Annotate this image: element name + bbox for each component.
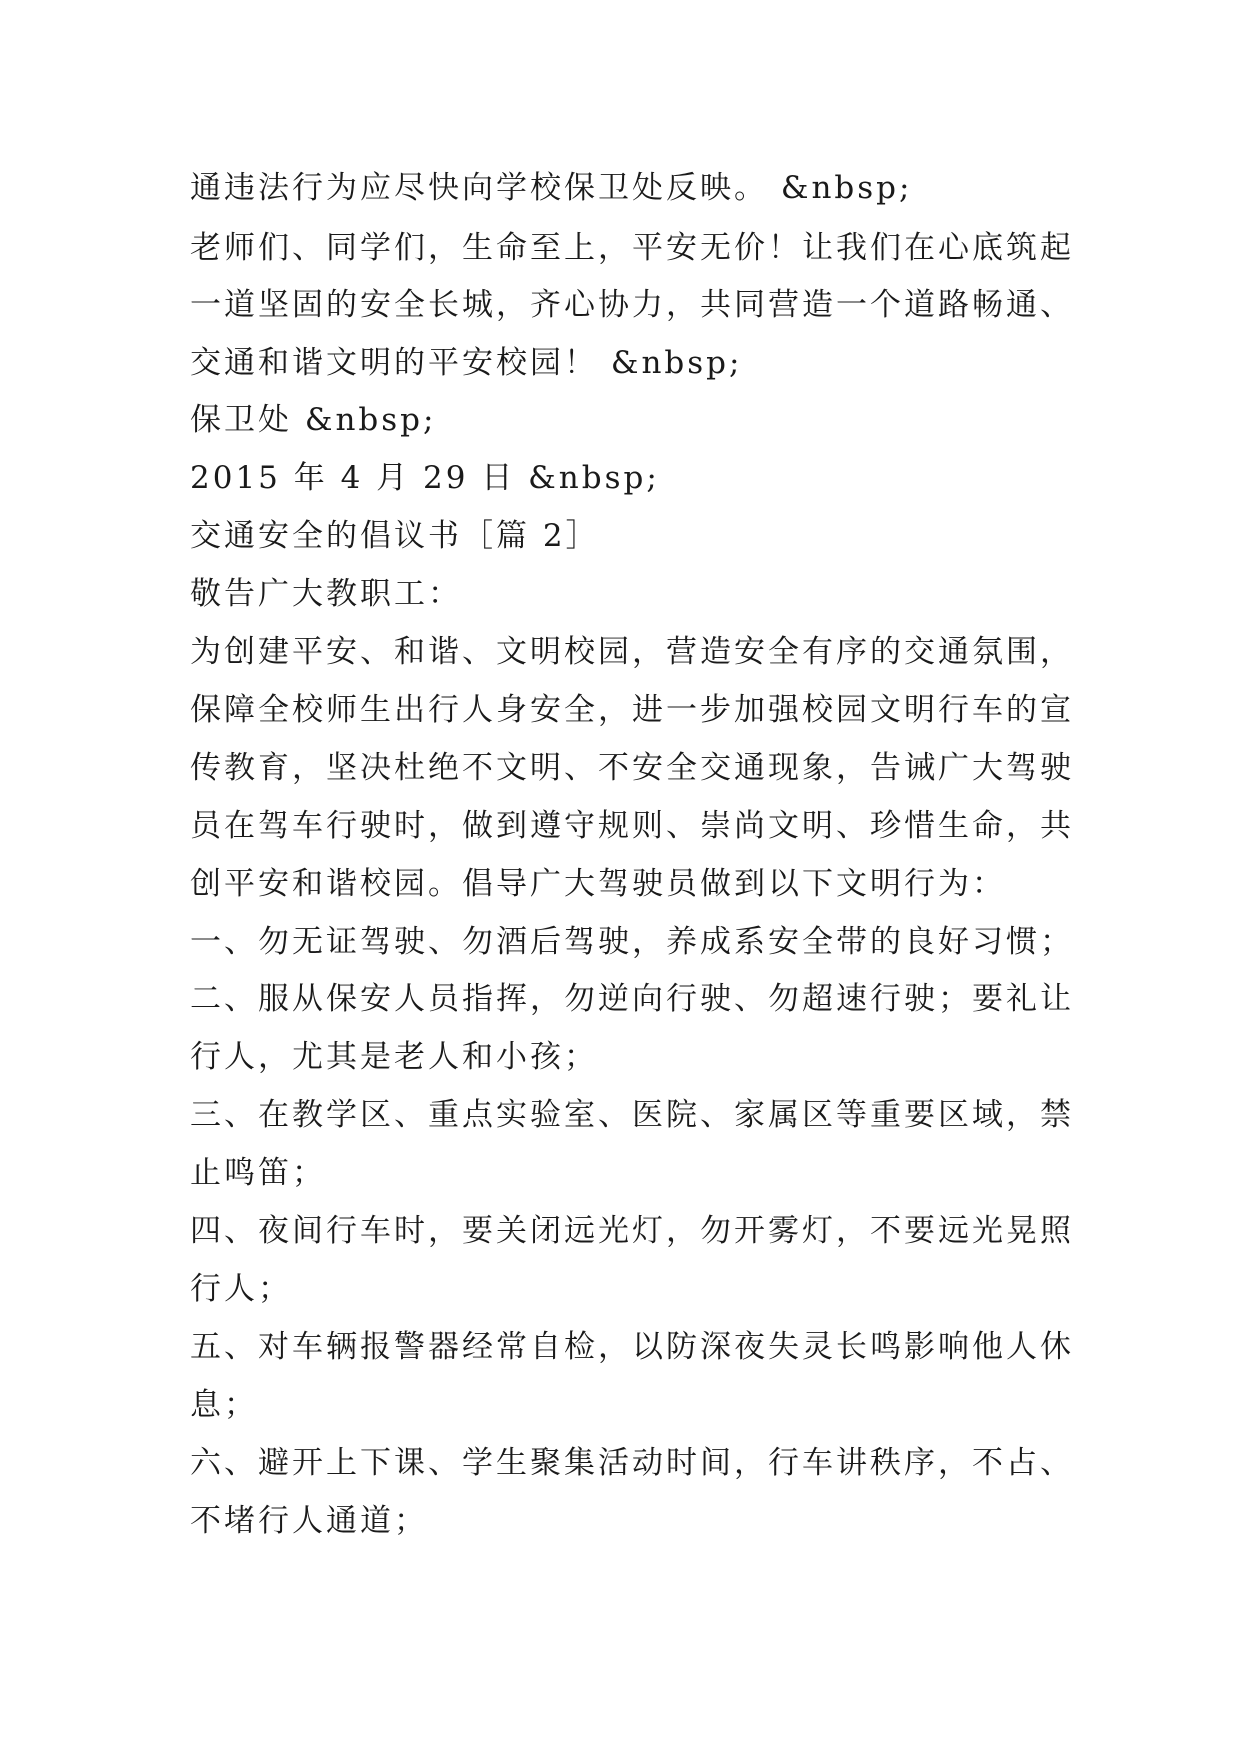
text-line: 敬告广大教职工： — [190, 576, 462, 612]
text-line: 保障全校师生出行人身安全，进一步加强校园文明行车的宣 — [190, 692, 1074, 728]
text-line: 传教育，坚决杜绝不文明、不安全交通现象，告诫广大驾驶 — [190, 750, 1074, 786]
text-line: 一、勿无证驾驶、勿酒后驾驶，养成系安全带的良好习惯； — [190, 924, 1074, 960]
text-line: 止鸣笛； — [190, 1155, 326, 1191]
text-line: 息； — [190, 1387, 258, 1423]
text-line: 创平安和谐校园。倡导广大驾驶员做到以下文明行为： — [190, 866, 1006, 902]
text-line: 行人； — [190, 1271, 292, 1307]
text-line: 四、夜间行车时，要关闭远光灯，勿开雾灯，不要远光晃照 — [190, 1213, 1074, 1249]
text-line: 三、在教学区、重点实验室、医院、家属区等重要区域，禁 — [190, 1097, 1074, 1133]
text-line: 保卫处 &nbsp; — [190, 402, 437, 438]
text-line: 老师们、同学们，生命至上，平安无价！让我们在心底筑起 — [190, 230, 1074, 266]
text-line: 交通和谐文明的平安校园！ &nbsp; — [190, 345, 743, 381]
text-line: 行人，尤其是老人和小孩； — [190, 1039, 598, 1075]
text-line: 六、避开上下课、学生聚集活动时间，行车讲秩序，不占、 — [190, 1445, 1074, 1481]
text-line: 通违法行为应尽快向学校保卫处反映。 &nbsp; — [190, 170, 913, 206]
text-line: 二、服从保安人员指挥，勿逆向行驶、勿超速行驶；要礼让 — [190, 981, 1074, 1017]
text-line: 为创建平安、和谐、文明校园，营造安全有序的交通氛围， — [190, 634, 1074, 670]
text-line: 2015 年 4 月 29 日 &nbsp; — [190, 460, 660, 496]
text-line: 一道坚固的安全长城，齐心协力，共同营造一个道路畅通、 — [190, 287, 1074, 323]
text-line: 员在驾车行驶时，做到遵守规则、崇尚文明、珍惜生命，共 — [190, 808, 1074, 844]
text-line: 不堵行人通道； — [190, 1503, 428, 1539]
section-heading: 交通安全的倡议书［篇 2］ — [190, 518, 600, 554]
text-line: 五、对车辆报警器经常自检，以防深夜失灵长鸣影响他人休 — [190, 1329, 1074, 1365]
